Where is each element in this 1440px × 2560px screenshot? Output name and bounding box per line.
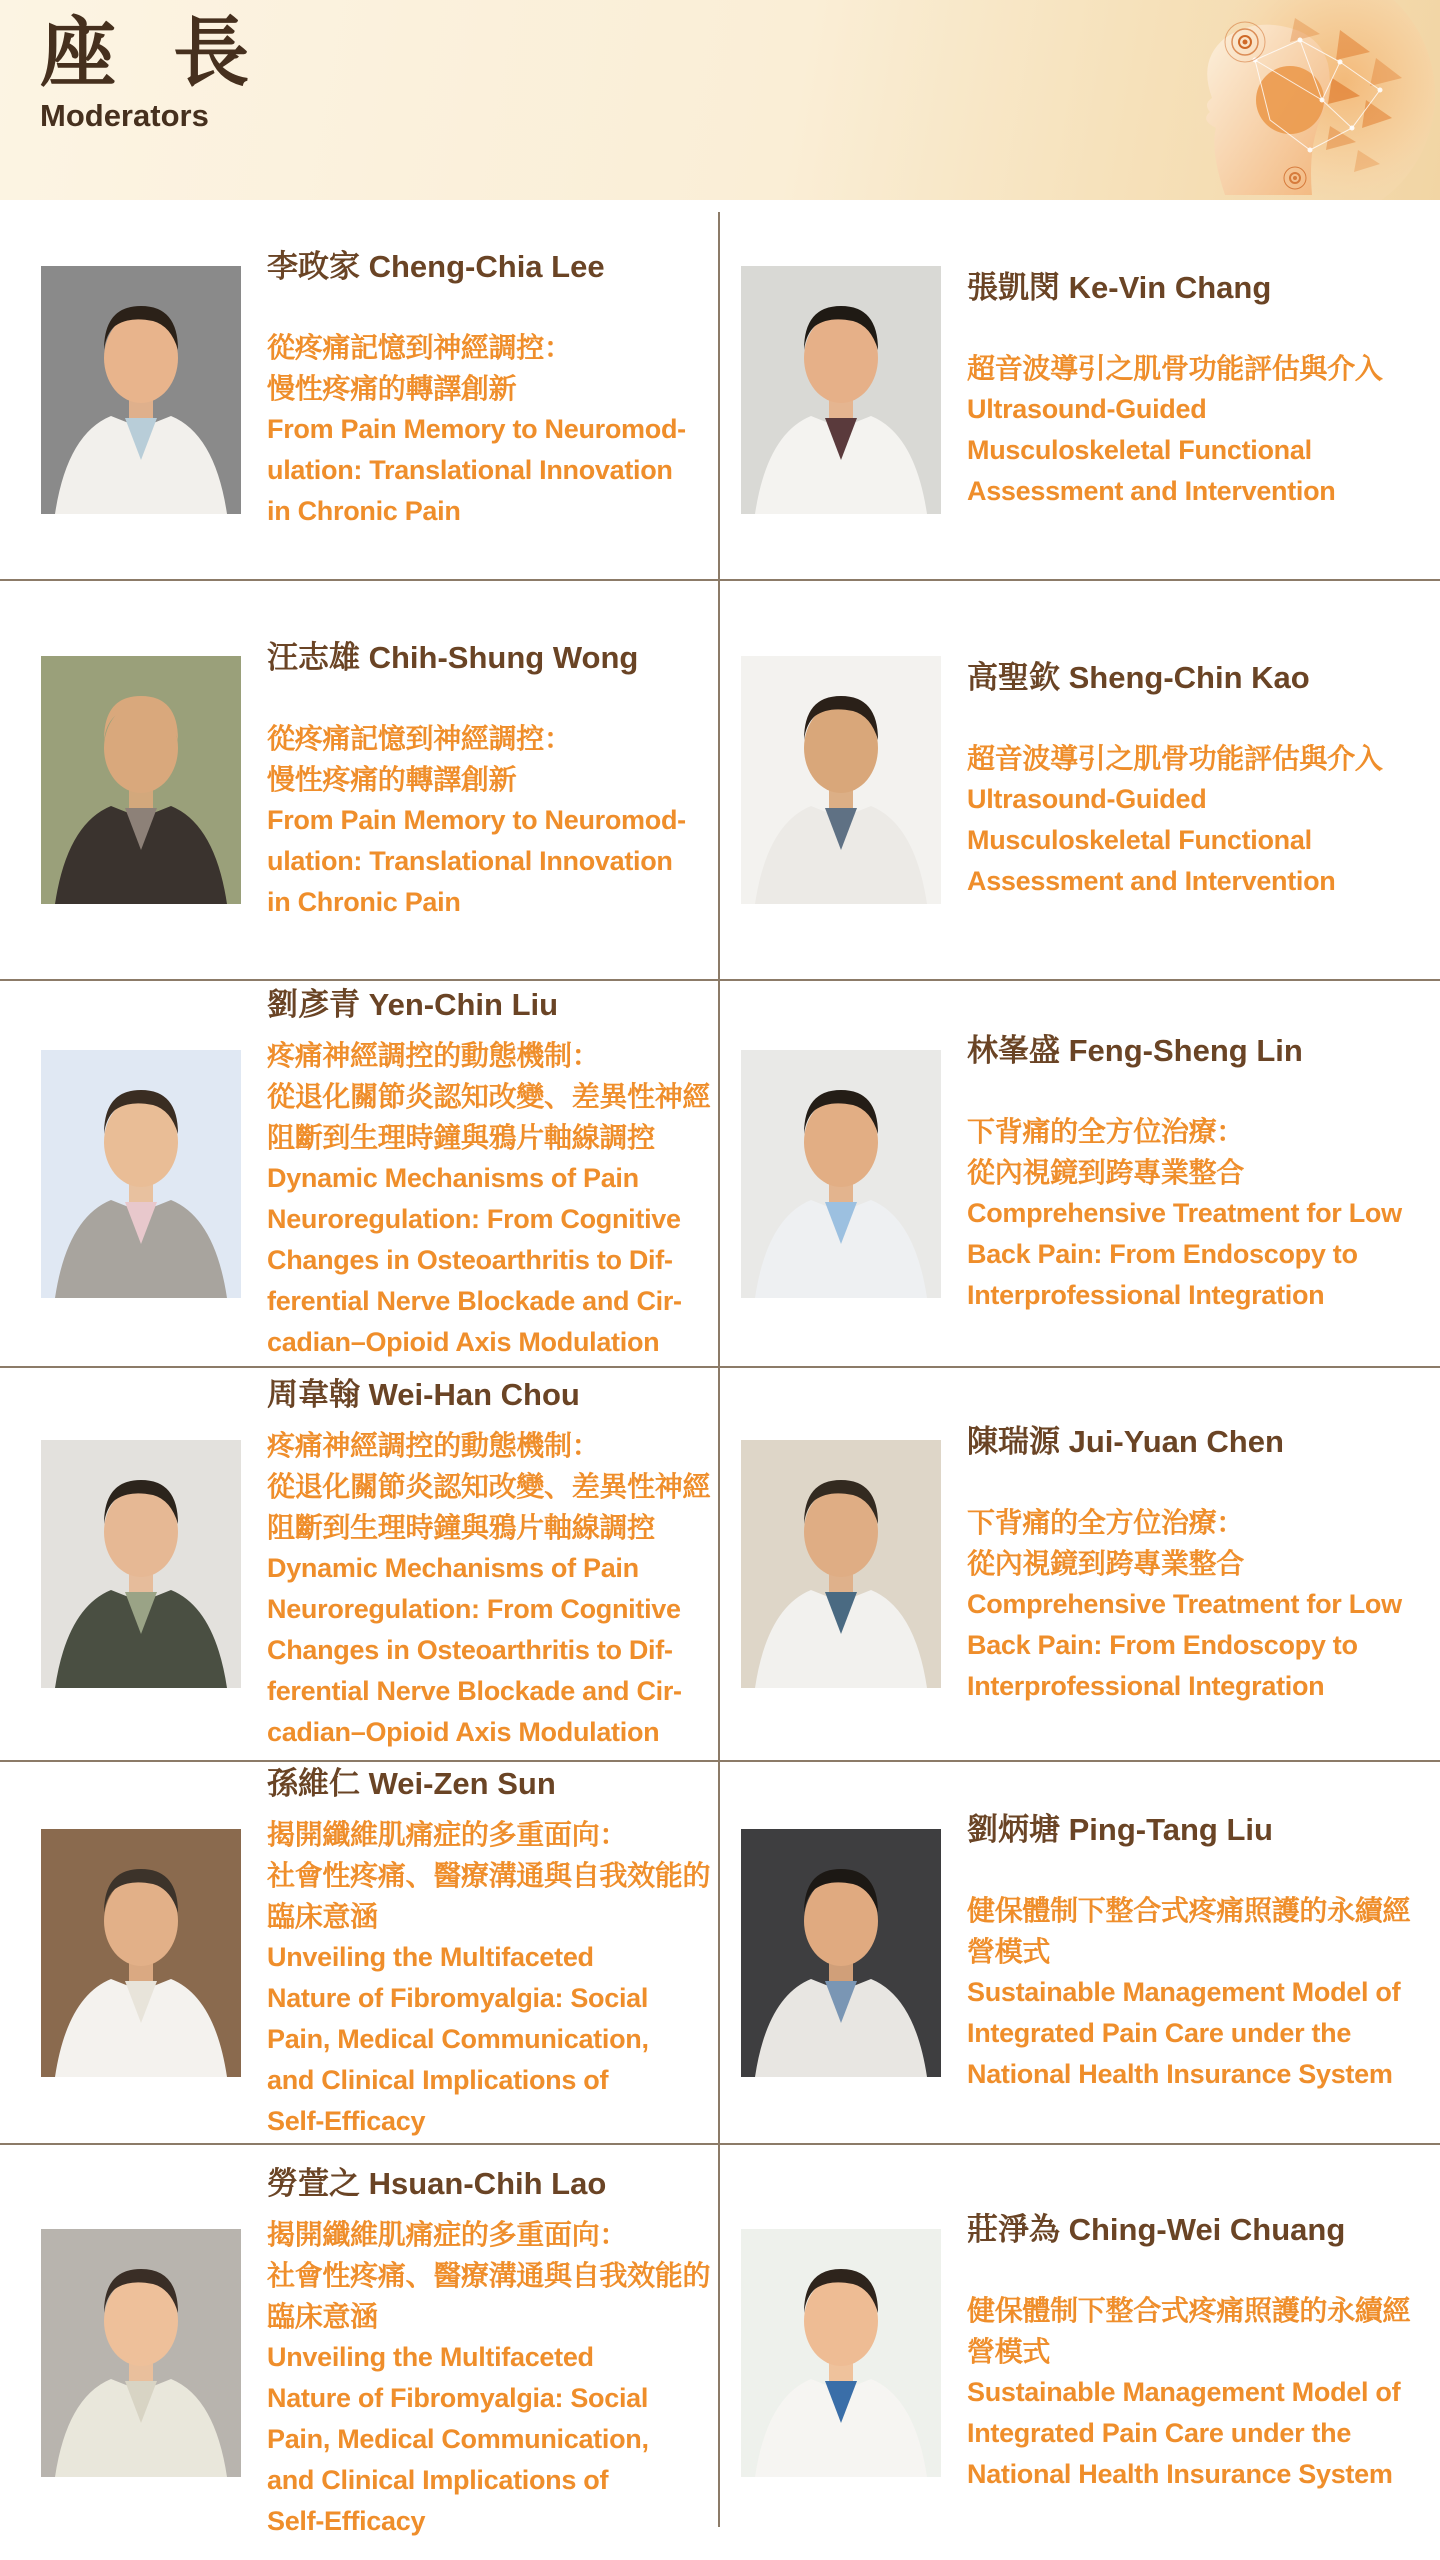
talk-title-en-line: Assessment and Intervention	[967, 475, 1336, 506]
name-title-gap	[267, 1025, 710, 1035]
name-title-gap	[967, 1462, 1402, 1502]
moderator-cell	[0, 581, 719, 981]
name-title-gap	[967, 1850, 1410, 1890]
moderator-cell	[0, 981, 719, 1368]
moderator-info	[267, 247, 686, 532]
page-title-en: Moderators	[40, 98, 209, 133]
moderator-name: 林峯盛 Feng-Sheng Lin	[967, 1033, 1303, 1068]
talk-title-en-line: Ultrasound-Guided	[967, 784, 1207, 814]
talk-title	[267, 1814, 710, 2142]
talk-title-zh-line: 從內視鏡到跨專業整合	[967, 1547, 1245, 1579]
moderator-info	[967, 1422, 1402, 1707]
talk-title-zh-line: 阻斷到生理時鐘與鴉片軸線調控	[267, 1121, 655, 1153]
talk-title-en-line: ferential Nerve Blockade and Cir-	[267, 1676, 682, 1706]
talk-title-zh-line: 社會性疼痛、醫療溝通與自我效能的	[267, 2259, 711, 2291]
moderator-name: 張凱閔 Ke-Vin Chang	[967, 269, 1272, 305]
talk-title	[967, 1111, 1402, 1316]
talk-title-zh-line: 下背痛的全方位治療：	[967, 1506, 1245, 1538]
moderator-info	[967, 658, 1383, 902]
talk-title-en-line: Unveiling the Multifaceted	[267, 1941, 594, 1972]
column-divider	[718, 212, 720, 2527]
moderator-name: 陳瑞源 Jui-Yuan Chen	[967, 1423, 1284, 1459]
talk-title-zh-line: 從內視鏡到跨專業整合	[967, 1157, 1245, 1188]
moderator-cell	[719, 981, 1440, 1368]
talk-title	[967, 1890, 1410, 2095]
talk-title-en-line: Unveiling the Multifaceted	[267, 2341, 594, 2372]
moderator-name: 劉彥青 Yen-Chin Liu	[267, 986, 559, 1022]
moderator-name: 汪志雄 Chih-Shung Wong	[267, 639, 639, 675]
talk-title-en-line: and Clinical Implications of	[267, 2464, 609, 2495]
moderator-cell	[719, 200, 1440, 581]
talk-title-zh-line: 慢性疼痛的轉譯創新	[267, 763, 517, 795]
ai-face-art-icon	[1040, 0, 1440, 200]
moderator-info	[967, 1031, 1402, 1316]
talk-title-en-line: in Chronic Pain	[267, 886, 461, 917]
moderator-photo	[41, 2229, 241, 2477]
name-title-gap	[267, 2204, 710, 2214]
name-title-gap	[967, 308, 1383, 348]
moderator-info	[967, 1810, 1410, 2095]
moderator-cell	[0, 1368, 719, 1762]
talk-title-zh-line: 超音波導引之肌骨功能評估與介入	[967, 352, 1383, 384]
name-title-gap	[967, 2250, 1410, 2290]
talk-title-en-line: National Health Insurance System	[967, 2459, 1393, 2489]
talk-title	[267, 1425, 710, 1753]
moderator-info	[267, 1764, 710, 2142]
talk-title-en-line: Dynamic Mechanisms of Pain	[267, 1162, 639, 1193]
talk-title-zh-line: 從退化關節炎認知改變、差異性神經	[267, 1471, 711, 1502]
talk-title	[967, 1502, 1402, 1707]
moderator-photo	[741, 1829, 941, 2077]
moderator-info	[267, 985, 710, 1363]
talk-title-en-line: Comprehensive Treatment for Low	[967, 1198, 1402, 1228]
talk-title-zh-line: 揭開纖維肌痛症的多重面向：	[267, 1818, 628, 1850]
talk-title-zh-line: 下背痛的全方位治療：	[967, 1116, 1245, 1147]
talk-title-en-line: Pain, Medical Communication,	[267, 2423, 649, 2454]
page-title-zh: 座 長	[40, 11, 268, 96]
talk-title-zh-line: 健保體制下整合式疼痛照護的永續經	[967, 2295, 1411, 2326]
talk-title-en-line: cadian–Opioid Axis Modulation	[267, 1326, 660, 1357]
talk-title	[967, 348, 1383, 512]
moderator-name: 高聖欽 Sheng-Chin Kao	[967, 660, 1310, 695]
talk-title-en-line: Sustainable Management Model of	[967, 2377, 1401, 2407]
talk-title-en-line: cadian–Opioid Axis Modulation	[267, 1717, 660, 1747]
moderator-photo	[41, 266, 241, 514]
moderator-cell	[719, 1762, 1440, 2145]
talk-title-zh-line: 從疼痛記憶到神經調控：	[267, 332, 572, 363]
moderator-cell	[0, 1762, 719, 2145]
moderator-info	[267, 1375, 710, 1753]
moderator-name: 孫維仁 Wei-Zen Sun	[267, 1765, 556, 1801]
moderator-photo	[741, 2229, 941, 2477]
moderator-photo	[41, 1829, 241, 2077]
moderator-name: 劉炳塘 Ping-Tang Liu	[967, 1812, 1273, 1847]
talk-title-en-line: Integrated Pain Care under the	[967, 2418, 1352, 2448]
moderator-photo	[741, 1050, 941, 1298]
talk-title-en-line: in Chronic Pain	[267, 496, 461, 526]
talk-title-en-line: Nature of Fibromyalgia: Social	[267, 2382, 649, 2413]
page-header	[0, 0, 1440, 200]
talk-title-en-line: Self-Efficacy	[267, 2105, 426, 2136]
talk-title-zh-line: 營模式	[967, 2336, 1051, 2367]
talk-title-en-line: Comprehensive Treatment for Low	[967, 1588, 1402, 1619]
talk-title-en-line: Changes in Osteoarthritis to Dif-	[267, 1635, 673, 1665]
moderator-info	[967, 2210, 1410, 2495]
talk-title-en-line: Nature of Fibromyalgia: Social	[267, 1982, 649, 2013]
talk-title-en-line: Neuroregulation: From Cognitive	[267, 1203, 681, 1234]
name-title-gap	[267, 1415, 710, 1425]
moderator-name: 李政家 Cheng-Chia Lee	[267, 249, 605, 284]
talk-title-zh-line: 從退化關節炎認知改變、差異性神經	[267, 1080, 711, 1112]
talk-title-en-line: Self-Efficacy	[267, 2505, 426, 2536]
talk-title-en-line: Assessment and Intervention	[967, 866, 1336, 896]
talk-title-en-line: Integrated Pain Care under the	[967, 2018, 1352, 2048]
talk-title-zh-line: 慢性疼痛的轉譯創新	[267, 373, 517, 404]
talk-title-en-line: Neuroregulation: From Cognitive	[267, 1594, 681, 1624]
moderator-photo	[41, 1440, 241, 1688]
moderator-cell	[0, 2145, 719, 2560]
talk-title-zh-line: 健保體制下整合式疼痛照護的永續經	[967, 1895, 1411, 1926]
name-title-gap	[267, 1804, 710, 1814]
talk-title-en-line: Sustainable Management Model of	[967, 1977, 1401, 2007]
name-title-gap	[967, 1071, 1402, 1111]
talk-title-zh-line: 臨床意涵	[267, 1900, 378, 1932]
talk-title-en-line: and Clinical Implications of	[267, 2064, 609, 2095]
talk-title-en-line: ulation: Translational Innovation	[267, 845, 673, 876]
talk-title-zh-line: 疼痛神經調控的動態機制：	[267, 1039, 600, 1071]
moderator-photo	[741, 656, 941, 904]
talk-title-en-line: Changes in Osteoarthritis to Dif-	[267, 1244, 673, 1275]
talk-title-en-line: Back Pain: From Endoscopy to	[967, 1239, 1358, 1269]
talk-title-en-line: Pain, Medical Communication,	[267, 2023, 649, 2054]
moderator-info	[267, 2164, 710, 2542]
talk-title-zh-line: 營模式	[967, 1936, 1051, 1967]
talk-title-en-line: Interprofessional Integration	[967, 1280, 1325, 1310]
talk-title-en-line: ulation: Translational Innovation	[267, 455, 673, 485]
talk-title-zh-line: 疼痛神經調控的動態機制：	[267, 1430, 600, 1461]
name-title-gap	[967, 698, 1383, 738]
title-block	[40, 12, 267, 134]
moderator-name: 周韋翰 Wei-Han Chou	[267, 1377, 580, 1412]
moderator-photo	[741, 266, 941, 514]
talk-title	[967, 738, 1383, 902]
talk-title-zh-line: 超音波導引之肌骨功能評估與介入	[967, 743, 1383, 774]
talk-title-zh-line: 社會性疼痛、醫療溝通與自我效能的	[267, 1859, 711, 1891]
moderator-name: 莊淨為 Ching-Wei Chuang	[967, 2212, 1346, 2247]
talk-title	[267, 2214, 710, 2542]
talk-title-en-line: From Pain Memory to Neuromod-	[267, 804, 686, 835]
name-title-gap	[267, 287, 686, 327]
talk-title	[267, 1035, 710, 1363]
moderator-info	[267, 638, 686, 923]
moderator-photo	[41, 656, 241, 904]
moderator-photo	[741, 1440, 941, 1688]
moderators-grid	[0, 200, 1440, 2560]
talk-title-en-line: From Pain Memory to Neuromod-	[267, 414, 686, 444]
moderator-cell	[0, 200, 719, 581]
talk-title-zh-line: 揭開纖維肌痛症的多重面向：	[267, 2218, 628, 2250]
moderator-cell	[719, 2145, 1440, 2560]
talk-title-zh-line: 臨床意涵	[267, 2300, 378, 2332]
moderator-name: 勞萱之 Hsuan-Chih Lao	[267, 2165, 607, 2201]
talk-title-en-line: Dynamic Mechanisms of Pain	[267, 1553, 639, 1583]
talk-title-en-line: Interprofessional Integration	[967, 1670, 1325, 1701]
talk-title	[267, 718, 686, 923]
talk-title	[967, 2290, 1410, 2495]
name-title-gap	[267, 678, 686, 718]
moderator-info	[967, 268, 1383, 512]
moderator-cell	[719, 1368, 1440, 1762]
talk-title-en-line: National Health Insurance System	[967, 2059, 1393, 2089]
moderator-photo	[41, 1050, 241, 1298]
talk-title-en-line: ferential Nerve Blockade and Cir-	[267, 1285, 682, 1316]
talk-title-zh-line: 阻斷到生理時鐘與鴉片軸線調控	[267, 1512, 655, 1543]
talk-title-en-line: Back Pain: From Endoscopy to	[967, 1629, 1358, 1660]
talk-title-en-line: Musculoskeletal Functional	[967, 825, 1312, 855]
talk-title-en-line: Musculoskeletal Functional	[967, 434, 1312, 465]
talk-title-en-line: Ultrasound-Guided	[967, 393, 1207, 424]
talk-title	[267, 327, 686, 532]
talk-title-zh-line: 從疼痛記憶到神經調控：	[267, 722, 572, 754]
moderator-cell	[719, 581, 1440, 981]
